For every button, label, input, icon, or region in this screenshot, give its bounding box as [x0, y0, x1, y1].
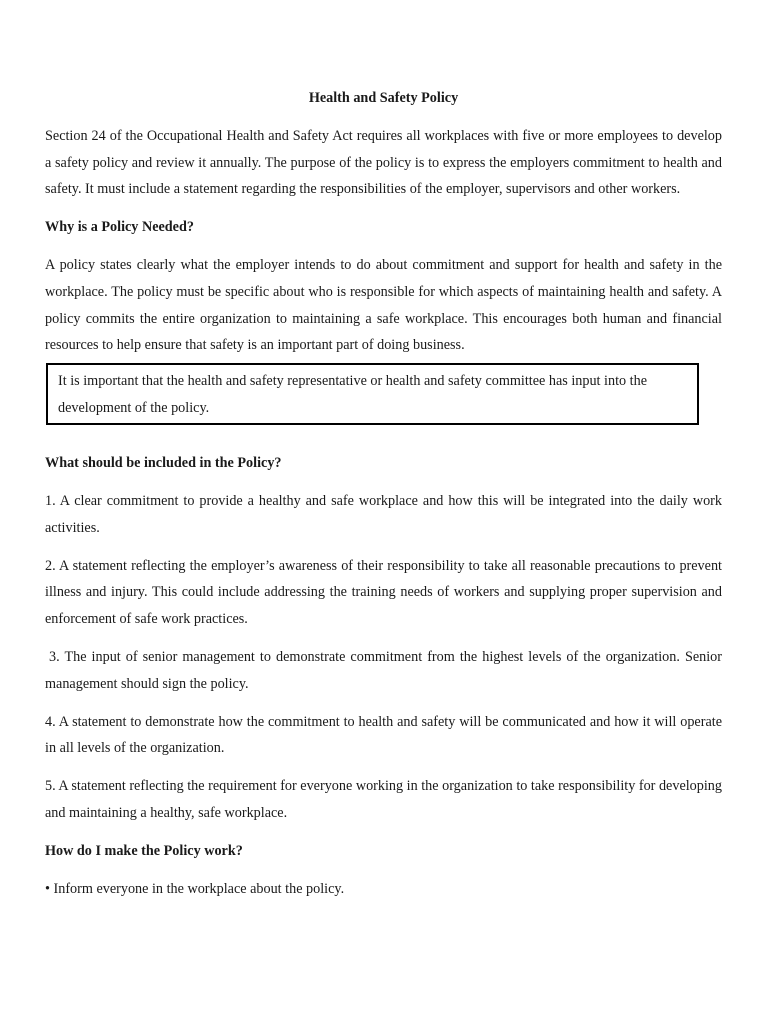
list-item-5: 5. A statement reflecting the requirement for everyone working in the organization to take responsibility for developing and maintaining a healthy, safe workplace.: [45, 778, 722, 821]
bullet-item-1: • Inform everyone in the workplace about the policy.: [45, 880, 345, 897]
why-paragraph: A policy states clearly what the employer intends to do about commitment and support for health and safety in the workplace. The policy must be specific about who is responsible for which aspects of maintaining health and safety. A policy commits the entire organization to maintaining a safe workplace. This encourages both human and financial resources to help ensure that safety is an important part of doing business.: [45, 256, 722, 354]
list-item-3: 3. The input of senior management to demonstrate commitment from the highest levels of the organization. Senior management should sign the policy.: [45, 648, 722, 692]
document-page: [45, 85, 722, 913]
work-heading: How do I make the Policy work?: [45, 842, 243, 859]
intro-paragraph: Section 24 of the Occupational Health and Safety Act requires all workplaces with five or more employees to develop a safety policy and review it annually. The purpose of the policy is to express the employers commitment to health and safety. It must include a statement regarding the responsibilities of the employer, supervisors and other workers.: [45, 127, 722, 198]
callout-box: It is important that the health and safety representative or health and safety committee has input into the development of the policy.: [46, 363, 699, 425]
included-heading: What should be included in the Policy?: [45, 455, 282, 472]
document-title: Health and Safety Policy: [308, 90, 459, 106]
list-item-4: 4. A statement to demonstrate how the commitment to health and safety will be communicated and how it will operate in all levels of the organization.: [45, 713, 722, 757]
list-item-2: 2. A statement reflecting the employer’s awareness of their responsibility to take all reasonable precautions to prevent illness and injury. This could include addressing the training needs of workers and supplying proper supervision and enforcement of safe work practices.: [45, 557, 722, 628]
list-item-1: 1. A clear commitment to provide a healthy and safe workplace and how this will be integrated into the daily work activities.: [45, 492, 722, 536]
why-heading: Why is a Policy Needed?: [45, 219, 194, 236]
